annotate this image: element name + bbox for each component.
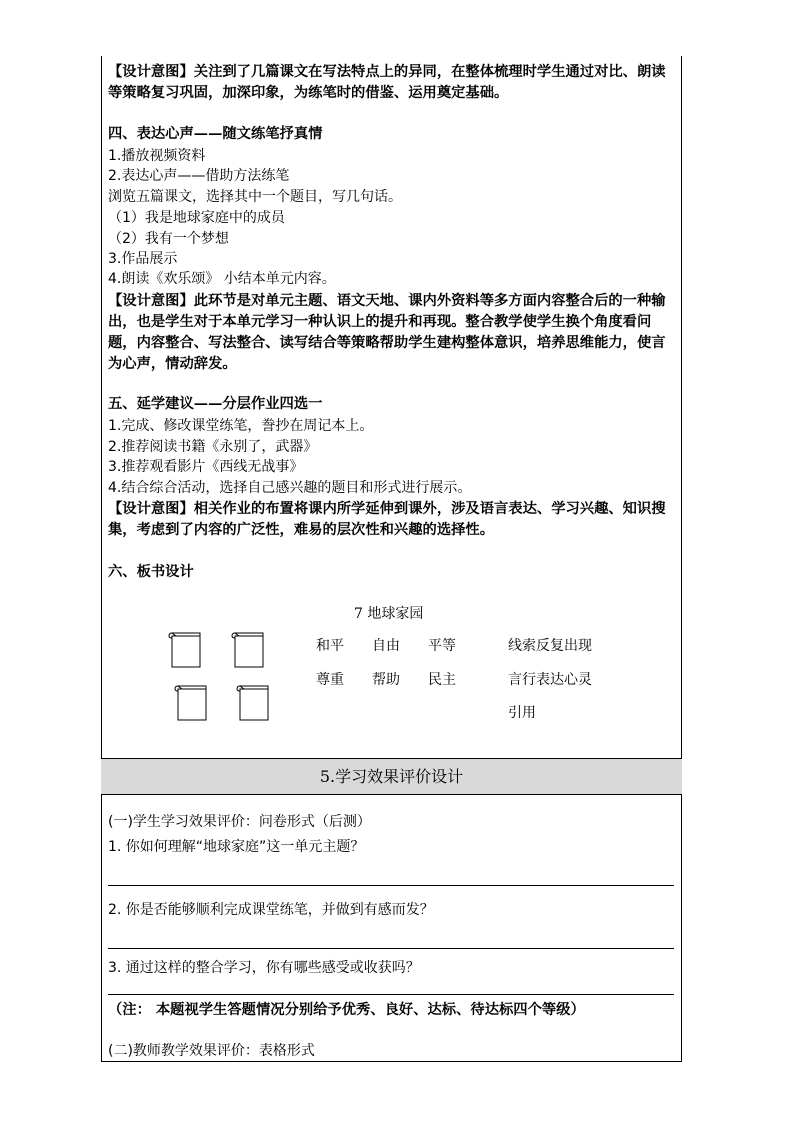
board-word: 和平: [316, 638, 344, 654]
answer-line: [108, 994, 674, 995]
s5-line-4: 4.结合综合活动，选择自己感兴趣的题目和形式进行展示。: [108, 480, 472, 496]
scroll-icon: [236, 683, 270, 721]
scroll-icon: [231, 630, 265, 668]
section-5-title: 五、延学建议——分层作业四选一: [108, 396, 323, 412]
s5-line-1: 1.完成、修改课堂练笔，誊抄在周记本上。: [108, 418, 374, 434]
s5-line-3: 3.推荐观看影片《西线无战事》: [108, 459, 304, 475]
scroll-icon: [168, 630, 202, 668]
eval-subtitle-1: (一)学生学习效果评价：问卷形式（后测）: [108, 814, 371, 830]
design-intent-2: 【设计意图】此环节是对单元主题、语文天地、课内外资料等多方面内容整合后的一种输出，也是学生对于本单元学习一种认识上的提升和再现。整合教学使学生换个角度看问题，内容整合、写法整合、读写结合等策略帮助学生建构整体意识，培养思维能力，使言为心声，情动辞发。: [108, 293, 666, 372]
grading-note: （注： 本题视学生答题情况分别给予优秀、良好、达标、待达标四个等级）: [108, 1002, 585, 1018]
board-note: 引用: [508, 705, 536, 721]
answer-line: [108, 885, 674, 886]
board-word: 帮助: [372, 672, 400, 688]
board-note: 言行表达心灵: [508, 672, 592, 688]
section-6-title: 六、板书设计: [108, 564, 194, 580]
s4-line-4: （1）我是地球家庭中的成员: [108, 210, 285, 226]
s5-line-2: 2.推荐阅读书籍《永别了，武器》: [108, 439, 318, 455]
question-2: 2. 你是否能够顺利完成课堂练笔，并做到有感而发？: [108, 902, 434, 918]
question-3: 3. 通过这样的整合学习，你有哪些感受或收获吗？: [108, 960, 420, 976]
board-word: 自由: [372, 638, 400, 654]
s4-line-1: 1.播放视频资料: [108, 148, 206, 164]
board-note: 线索反复出现: [508, 638, 592, 654]
s4-line-7: 4.朗读《欢乐颂》 小结本单元内容。: [108, 271, 336, 287]
evaluation-header: 5.学习效果评价设计: [101, 758, 682, 795]
eval-subtitle-2: (二)教师教学效果评价：表格形式: [108, 1043, 315, 1059]
section-4-title: 四、表达心声——随文练笔抒真情: [108, 126, 323, 142]
s4-line-5: （2）我有一个梦想: [108, 231, 229, 247]
answer-line: [108, 948, 674, 949]
board-word: 尊重: [316, 672, 344, 688]
s4-line-3: 浏览五篇课文，选择其中一个题目，写几句话。: [108, 189, 402, 205]
s4-line-2: 2.表达心声——借助方法练笔: [108, 168, 290, 184]
design-intent-1: 【设计意图】关注到了几篇课文在写法特点上的异同，在整体梳理时学生通过对比、朗读等策略复习巩固，加深印象，为练笔时的借鉴、运用奠定基础。: [108, 64, 666, 101]
board-word: 平等: [428, 638, 456, 654]
board-title: 7 地球家园: [354, 606, 424, 622]
question-1: 1. 你如何理解“地球家庭”这一单元主题？: [108, 839, 365, 855]
s4-line-6: 3.作品展示: [108, 251, 178, 267]
scroll-icon: [174, 683, 208, 721]
board-word: 民主: [428, 672, 456, 688]
design-intent-3: 【设计意图】相关作业的布置将课内所学延伸到课外，涉及语言表达、学习兴趣、知识搜集，考虑到了内容的广泛性，难易的层次性和兴趣的选择性。: [108, 501, 666, 538]
